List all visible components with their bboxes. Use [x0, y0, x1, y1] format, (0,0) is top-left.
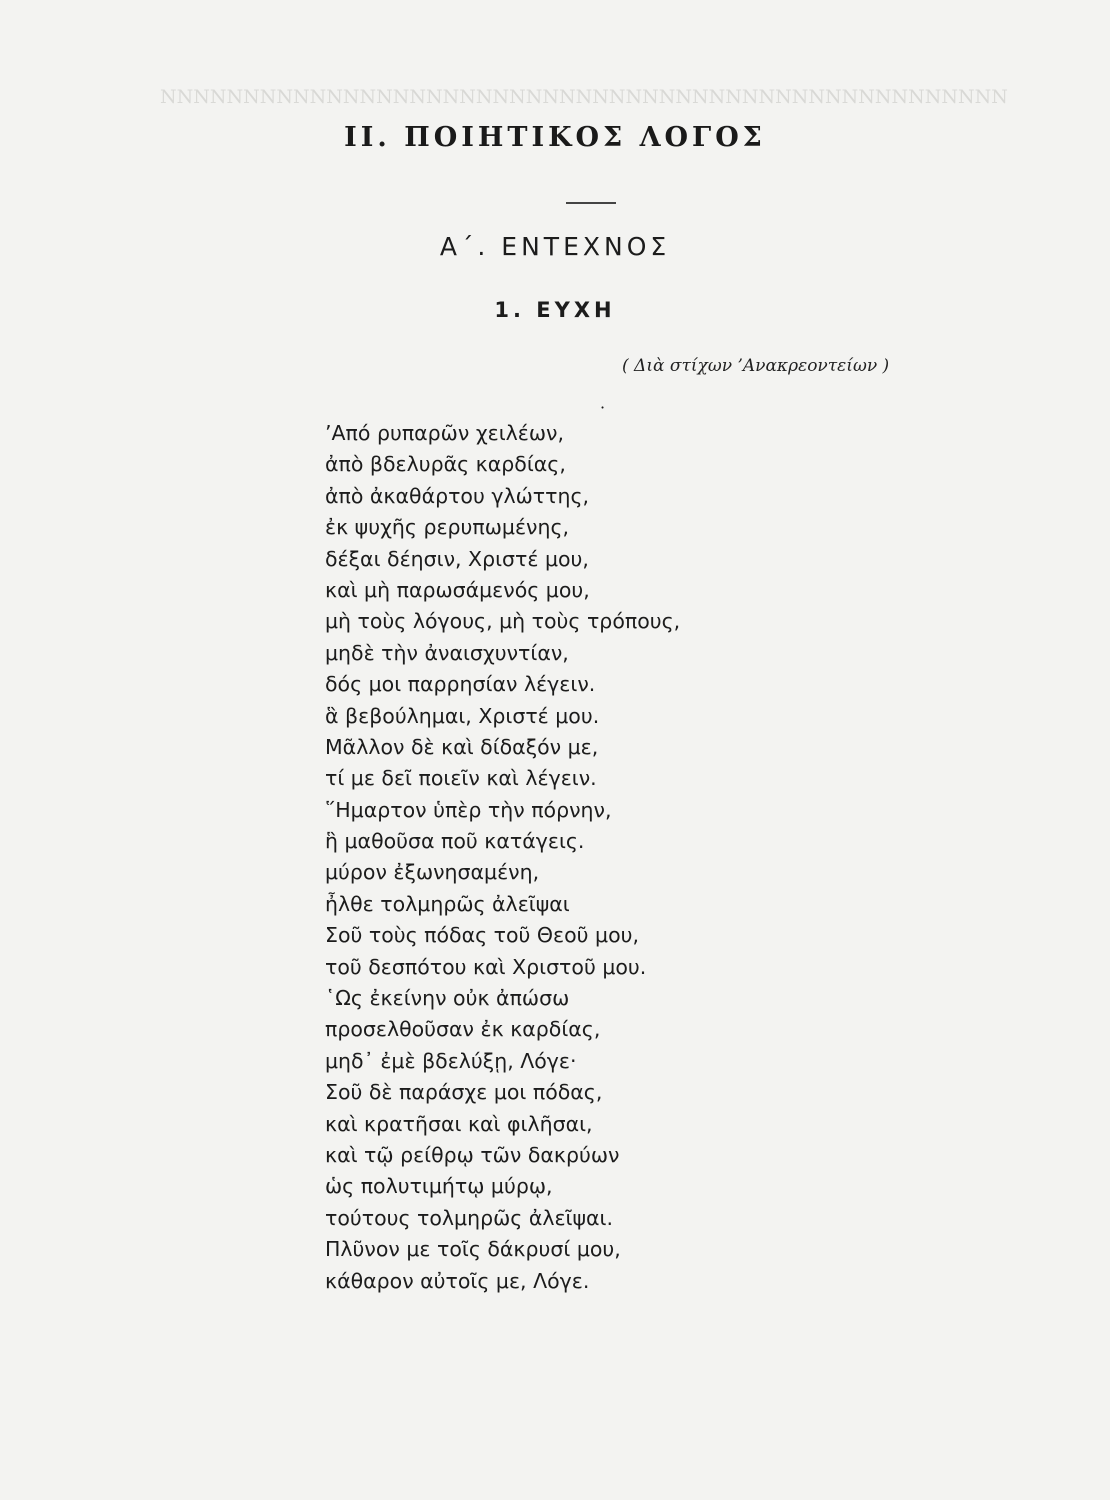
verse-line: μύρον ἐξωνησαμένη, — [325, 860, 540, 885]
verse-line: ῞Ημαρτον ὑπὲρ τὴν πόρνην, — [325, 797, 612, 822]
poem-title: 1. ΕΥΧΗ — [494, 298, 616, 322]
verse-line: ἦλθε τολμηρῶς ἀλεῖψαι — [325, 891, 570, 916]
title-divider — [566, 202, 616, 204]
show-through-background: ΝΝΝΝΝΝΝΝΝΝΝΝΝΝΝΝΝΝΝΝΝΝΝΝΝΝΝΝΝΝΝΝΝΝΝΝΝΝΝΝΝΝΝΝΝΝΝΝΝΝΝ — [160, 86, 1008, 108]
section-title: ΙΙ. ΠΟΙΗΤΙΚΟΣ ΛΟΓΟΣ — [344, 122, 766, 153]
verse-line: δέξαι δέησιν, Χριστέ μου, — [325, 546, 589, 571]
verse-line: τί με δεῖ ποιεῖν καὶ λέγειν. — [325, 766, 597, 791]
verse-line: προσελθοῦσαν ἐκ καρδίας, — [325, 1017, 601, 1042]
verse-line: Μᾶλλον δὲ καὶ δίδαξόν με, — [325, 734, 599, 759]
verse-line: ’Από ρυπαρῶν χειλέων, — [325, 421, 565, 445]
verse-line: δός μοι παρρησίαν λέγειν. — [325, 672, 596, 697]
verse-line: τούτους τολμηρῶς ἀλεῖψαι. — [325, 1205, 613, 1230]
verse-line: ἣ μαθοῦσα ποῦ κατάγεις. — [325, 829, 585, 854]
verse-line: ἀπὸ βδελυρᾶς καρδίας, — [325, 452, 566, 477]
ornament-dot: · — [600, 398, 606, 417]
verse-line: ἀπὸ ἀκαθάρτου γλώττης, — [325, 483, 590, 508]
verse-line: καὶ κρατῆσαι καὶ φιλῆσαι, — [325, 1111, 593, 1136]
poem-subtitle: ( Διὰ στίχων ’Ανακρεοντείων ) — [622, 356, 890, 376]
verse-line: ὡς πολυτιμήτῳ μύρῳ, — [325, 1174, 553, 1199]
verse-line: καὶ μὴ παρωσάμενός μου, — [325, 577, 590, 602]
verse-line: Σοῦ δὲ παράσχε μοι πόδας, — [325, 1080, 603, 1105]
poem-verses — [325, 418, 925, 1297]
verse-line: ῾Ως ἐκείνην οὐκ ἀπώσω — [325, 986, 570, 1011]
verse-line: μηδὲ τὴν ἀναισχυντίαν, — [325, 640, 569, 665]
verse-line: κάθαρον αὐτοῖς με, Λόγε. — [325, 1268, 590, 1293]
verse-line: Πλῦνον με τοῖς δάκρυσί μου, — [325, 1237, 621, 1262]
verse-line: μηδ᾽ ἐμὲ βδελύξῃ, Λόγε· — [325, 1048, 577, 1073]
verse-line: τοῦ δεσπότου καὶ Χριστοῦ μου. — [325, 954, 647, 979]
verse-line: καὶ τῷ ρείθρῳ τῶν δακρύων — [325, 1142, 620, 1167]
verse-line: ἐκ ψυχῆς ρερυπωμένης, — [325, 515, 570, 540]
verse-line: ἃ βεβούλημαι, Χριστέ μου. — [325, 703, 600, 728]
subsection-title: Α΄. ΕΝΤΕΧΝΟΣ — [439, 232, 671, 261]
verse-line: Σοῦ τοὺς πόδας τοῦ Θεοῦ μου, — [325, 923, 640, 948]
verse-line: μὴ τοὺς λόγους, μὴ τοὺς τρόπους, — [325, 609, 681, 634]
